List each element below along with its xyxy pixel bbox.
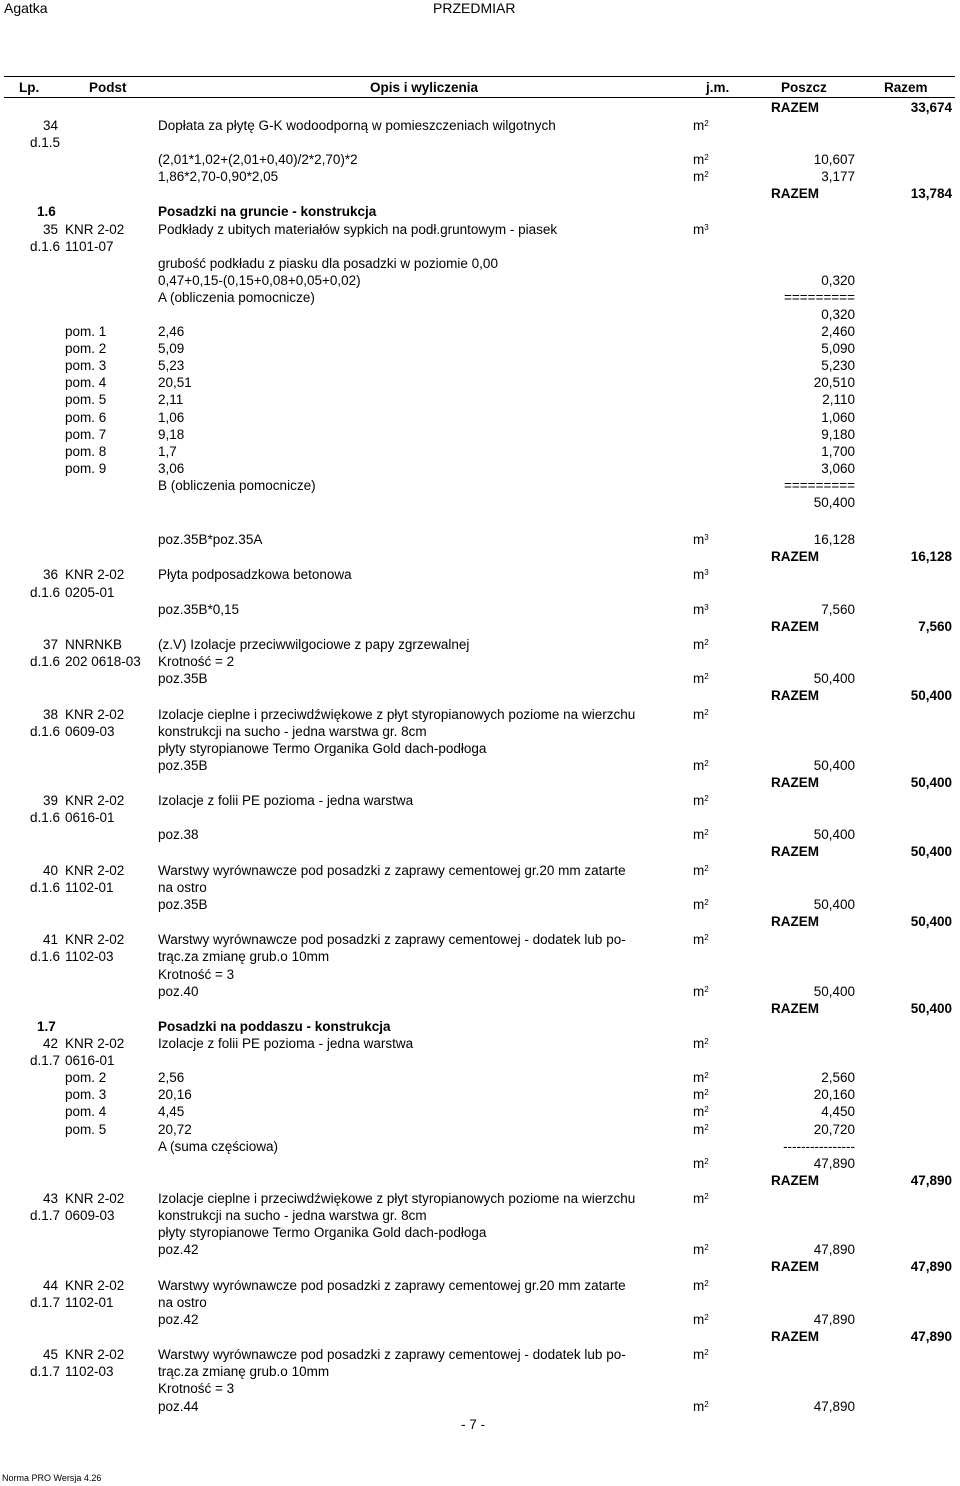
item-number: d.1.6 xyxy=(30,584,61,600)
item-number: 37 xyxy=(42,637,58,652)
room-label: pom. 2 xyxy=(65,1070,107,1086)
partial-value: 20,720 xyxy=(813,1121,855,1137)
room-label: pom. 6 xyxy=(65,409,107,425)
item-number: d.1.6 xyxy=(30,238,61,254)
item-number: 40 xyxy=(42,862,58,878)
description: poz.44 xyxy=(158,1398,199,1414)
column-header-opis: Opis i wyliczenia xyxy=(370,80,479,95)
description: 1,7 xyxy=(158,443,177,459)
description: 5,09 xyxy=(158,341,185,357)
description: Podkłady z ubitych materiałów sypkich na podł.gruntowym - piasek xyxy=(158,221,558,237)
description: konstrukcji na sucho - jedna warstwa gr. 8cm xyxy=(158,723,427,739)
partial-value: 47,890 xyxy=(813,1398,855,1414)
item-number: 36 xyxy=(42,567,58,583)
item-number: 34 xyxy=(42,117,58,133)
item-number: d.1.6 xyxy=(30,654,61,670)
unit: $m^2$ xyxy=(693,827,709,843)
item-number: 41 xyxy=(42,932,58,948)
partial-value: 5,090 xyxy=(821,341,855,357)
description: poz.42 xyxy=(158,1311,199,1327)
description: poz.35B xyxy=(158,757,208,773)
room-label: pom. 9 xyxy=(65,460,107,476)
room-label: pom. 7 xyxy=(65,426,107,442)
total-value: 50,400 xyxy=(910,774,952,790)
description: Krotność = 3 xyxy=(158,966,235,982)
description: 3,06 xyxy=(158,460,185,476)
description: 2,11 xyxy=(158,392,184,408)
unit: $m^2$ xyxy=(693,169,709,185)
total-value: 50,400 xyxy=(910,688,952,704)
unit: $m^2$ xyxy=(693,932,709,948)
description: Izolacje z folii PE pozioma - jedna warstwa xyxy=(158,793,414,809)
basis-code: KNR 2-02 xyxy=(65,706,125,722)
total-value: 47,890 xyxy=(910,1329,952,1344)
unit: $m^2$ xyxy=(693,1087,709,1103)
item-number: 35 xyxy=(42,221,58,237)
room-label: pom. 4 xyxy=(65,375,107,391)
room-label: pom. 4 xyxy=(65,1104,107,1120)
description: płyty styropianowe Termo Organika Gold dach-podłoga xyxy=(158,740,487,756)
description: Warstwy wyrównawcze pod posadzki z zaprawy cementowej - dodatek lub po- xyxy=(158,932,626,948)
partial-value: 1,060 xyxy=(821,409,855,425)
description: Posadzki na poddaszu - konstrukcja xyxy=(158,1018,391,1034)
basis-code: 0616-01 xyxy=(65,810,115,826)
partial-value: 50,400 xyxy=(813,983,855,999)
description: Warstwy wyrównawcze pod posadzki z zaprawy cementowej gr.20 mm zatarte xyxy=(158,1277,626,1293)
unit: $m^2$ xyxy=(693,117,709,133)
room-label: pom. 1 xyxy=(65,324,107,340)
item-number: 39 xyxy=(42,793,58,809)
item-number: d.1.5 xyxy=(30,134,61,150)
description: Warstwy wyrównawcze pod posadzki z zaprawy cementowej - dodatek lub po- xyxy=(158,1347,626,1363)
partial-value: 16,128 xyxy=(813,532,855,548)
total-label: RAZEM xyxy=(771,99,819,115)
partial-value: ---------------- xyxy=(783,1138,855,1154)
item-number: d.1.7 xyxy=(30,1208,61,1224)
description: na ostro xyxy=(158,1294,207,1310)
total-value: 7,560 xyxy=(918,618,952,634)
item-number: 1.6 xyxy=(37,204,56,220)
column-header-podst: Podst xyxy=(89,80,127,95)
software-version: Norma PRO Wersja 4.26 xyxy=(2,1473,102,1483)
unit: $m^3$ xyxy=(693,601,709,617)
partial-value: 20,160 xyxy=(813,1087,855,1103)
total-label: RAZEM xyxy=(771,549,819,565)
document-owner: Agatka xyxy=(4,0,48,16)
partial-value: 50,400 xyxy=(813,757,855,773)
description: konstrukcji na sucho - jedna warstwa gr. 8cm xyxy=(158,1208,427,1224)
total-value: 33,674 xyxy=(910,99,952,115)
partial-value: 3,060 xyxy=(821,460,855,476)
basis-code: 202 0618-03 xyxy=(65,654,141,670)
room-label: pom. 5 xyxy=(65,1121,107,1137)
basis-code: 1102-01 xyxy=(65,1294,114,1310)
basis-code: 1102-03 xyxy=(65,1364,114,1380)
unit: $m^2$ xyxy=(693,637,709,652)
basis-code: KNR 2-02 xyxy=(65,1347,125,1363)
item-number: 1.7 xyxy=(37,1018,56,1034)
total-value: 13,784 xyxy=(910,186,952,202)
description: Krotność = 3 xyxy=(158,1381,235,1397)
room-label: pom. 2 xyxy=(65,341,107,357)
column-header-lp: Lp. xyxy=(19,80,40,95)
description: A (obliczenia pomocnicze) xyxy=(158,289,315,305)
basis-code: KNR 2-02 xyxy=(65,1277,125,1293)
page-number: - 7 - xyxy=(461,1417,486,1432)
partial-value: 7,560 xyxy=(821,601,855,617)
unit: $m^2$ xyxy=(693,151,709,167)
unit: $m^2$ xyxy=(693,1036,709,1052)
room-label: pom. 5 xyxy=(65,392,107,408)
unit: $m^2$ xyxy=(693,793,709,809)
description: Izolacje z folii PE pozioma - jedna warstwa xyxy=(158,1036,414,1052)
unit: $m^2$ xyxy=(693,671,709,687)
description: Posadzki na gruncie - konstrukcja xyxy=(158,204,377,220)
description: trąc.za zmianę grub.o 10mm xyxy=(158,949,330,965)
partial-value: 2,460 xyxy=(821,324,855,340)
total-label: RAZEM xyxy=(771,914,819,930)
partial-value: 50,400 xyxy=(813,827,855,843)
total-label: RAZEM xyxy=(771,688,819,704)
total-label: RAZEM xyxy=(771,1259,819,1275)
description: Warstwy wyrównawcze pod posadzki z zaprawy cementowej gr.20 mm zatarte xyxy=(158,862,626,878)
partial-value: ========= xyxy=(784,289,855,305)
description: Dopłata za płytę G-K wodoodporną w pomieszczeniach wilgotnych xyxy=(158,117,556,133)
description: 20,72 xyxy=(158,1121,192,1137)
partial-value: 50,400 xyxy=(813,896,855,912)
description: B (obliczenia pomocnicze) xyxy=(158,477,316,493)
table-header-border xyxy=(4,97,955,98)
unit: $m^3$ xyxy=(693,532,709,548)
total-value: 50,400 xyxy=(910,1000,952,1016)
description: 2,46 xyxy=(158,324,185,340)
unit: $m^2$ xyxy=(693,1311,709,1327)
unit: $m^2$ xyxy=(693,1070,709,1086)
partial-value: 50,400 xyxy=(813,671,855,687)
basis-code: 0205-01 xyxy=(65,584,115,600)
partial-value: ========= xyxy=(784,477,855,493)
unit: $m^2$ xyxy=(693,1277,709,1293)
unit: $m^2$ xyxy=(693,862,709,878)
unit: $m^2$ xyxy=(693,1242,709,1258)
description: poz.38 xyxy=(158,827,199,843)
description: poz.35B xyxy=(158,896,208,912)
total-value: 47,890 xyxy=(910,1259,952,1275)
item-number: 45 xyxy=(42,1347,58,1363)
partial-value: 2,110 xyxy=(822,392,855,408)
partial-value: 2,560 xyxy=(821,1070,855,1086)
room-label: pom. 8 xyxy=(65,443,107,459)
unit: $m^3$ xyxy=(693,567,709,583)
unit: $m^2$ xyxy=(693,1155,709,1171)
total-value: 50,400 xyxy=(910,844,952,860)
partial-value: 1,700 xyxy=(821,443,855,459)
unit: $m^2$ xyxy=(693,1347,709,1363)
unit: $m^2$ xyxy=(693,706,709,722)
description: poz.40 xyxy=(158,983,199,999)
description: 0,47+0,15-(0,15+0,08+0,05+0,02) xyxy=(158,272,361,288)
partial-value: 0,320 xyxy=(821,272,855,288)
description: Krotność = 2 xyxy=(158,654,235,670)
room-label: pom. 3 xyxy=(65,358,107,374)
partial-value: 47,890 xyxy=(813,1242,855,1258)
room-label: pom. 3 xyxy=(65,1087,107,1103)
item-number: 44 xyxy=(42,1277,58,1293)
item-number: d.1.6 xyxy=(30,810,61,826)
description: poz.35B*poz.35A xyxy=(158,532,263,548)
basis-code: 1102-03 xyxy=(65,949,114,965)
item-number: 38 xyxy=(42,706,58,722)
description: Izolacje cieplne i przeciwdźwiękowe z płyt styropianowych poziome na wierzchu xyxy=(158,706,636,722)
basis-code: 0616-01 xyxy=(65,1053,115,1069)
partial-value: 47,890 xyxy=(813,1155,855,1171)
partial-value: 0,320 xyxy=(821,306,855,322)
description: Płyta podposadzkowa betonowa xyxy=(158,567,352,583)
total-value: 47,890 xyxy=(910,1172,952,1188)
column-header-jm: j.m. xyxy=(706,80,730,95)
item-number: 43 xyxy=(42,1191,58,1207)
basis-code: 0609-03 xyxy=(65,1208,115,1224)
basis-code: KNR 2-02 xyxy=(65,862,125,878)
item-number: d.1.6 xyxy=(30,879,61,895)
unit: $m^2$ xyxy=(693,983,709,999)
item-number: d.1.7 xyxy=(30,1364,61,1380)
basis-code: 1102-01 xyxy=(65,879,114,895)
total-label: RAZEM xyxy=(771,1329,819,1344)
unit: $m^3$ xyxy=(693,221,709,237)
basis-code: 0609-03 xyxy=(65,723,115,739)
item-number: d.1.7 xyxy=(30,1053,61,1069)
description: poz.35B*0,15 xyxy=(158,601,240,617)
unit: $m^2$ xyxy=(693,757,709,773)
description: 5,23 xyxy=(158,358,185,374)
total-label: RAZEM xyxy=(771,844,819,860)
item-number: 42 xyxy=(42,1036,58,1052)
partial-value: 9,180 xyxy=(821,426,855,442)
description: 20,51 xyxy=(158,375,192,391)
description: trąc.za zmianę grub.o 10mm xyxy=(158,1364,330,1380)
basis-code: KNR 2-02 xyxy=(65,932,125,948)
description: Izolacje cieplne i przeciwdźwiękowe z płyt styropianowych poziome na wierzchu xyxy=(158,1191,636,1207)
partial-value: 50,400 xyxy=(813,494,855,510)
basis-code: KNR 2-02 xyxy=(65,1191,125,1207)
table-top-border xyxy=(4,76,955,77)
total-value: 50,400 xyxy=(910,914,952,930)
partial-value: 3,177 xyxy=(821,169,855,185)
item-number: d.1.6 xyxy=(30,723,61,739)
partial-value: 47,890 xyxy=(813,1311,855,1327)
unit: $m^2$ xyxy=(693,1398,709,1414)
partial-value: 4,450 xyxy=(821,1104,855,1120)
partial-value: 20,510 xyxy=(813,375,855,391)
description: (2,01*1,02+(2,01+0,40)/2*2,70)*2 xyxy=(158,151,358,167)
description: grubość podkładu z piasku dla posadzki w poziomie 0,00 xyxy=(158,255,498,271)
description: 20,16 xyxy=(158,1087,192,1103)
total-label: RAZEM xyxy=(771,1000,819,1016)
column-header-poszcz: Poszcz xyxy=(781,80,827,95)
basis-code: KNR 2-02 xyxy=(65,1036,125,1052)
description: na ostro xyxy=(158,879,207,895)
description: płyty styropianowe Termo Organika Gold dach-podłoga xyxy=(158,1225,487,1241)
description: A (suma częściowa) xyxy=(158,1138,279,1154)
description: 4,45 xyxy=(158,1104,185,1120)
item-number: d.1.6 xyxy=(30,949,61,965)
description: 9,18 xyxy=(158,426,185,442)
document-title: PRZEDMIAR xyxy=(433,0,516,16)
column-header-razem: Razem xyxy=(884,80,928,95)
total-label: RAZEM xyxy=(771,618,819,634)
total-value: 16,128 xyxy=(910,549,952,565)
basis-code: 1101-07 xyxy=(65,238,114,254)
unit: $m^2$ xyxy=(693,1191,709,1207)
description: 1,86*2,70-0,90*2,05 xyxy=(158,169,279,185)
total-label: RAZEM xyxy=(771,1172,819,1188)
partial-value: 5,230 xyxy=(821,358,855,374)
description: 1,06 xyxy=(158,409,185,425)
basis-code: NNRNKB xyxy=(65,637,123,652)
basis-code: KNR 2-02 xyxy=(65,221,125,237)
partial-value: 10,607 xyxy=(813,151,855,167)
item-number: d.1.7 xyxy=(30,1294,61,1310)
description: (z.V) Izolacje przeciwwilgociowe z papy zgrzewalnej xyxy=(158,637,470,652)
unit: $m^2$ xyxy=(693,1104,709,1120)
basis-code: KNR 2-02 xyxy=(65,793,125,809)
basis-code: KNR 2-02 xyxy=(65,567,125,583)
description: 2,56 xyxy=(158,1070,185,1086)
unit: $m^2$ xyxy=(693,896,709,912)
total-label: RAZEM xyxy=(771,774,819,790)
total-label: RAZEM xyxy=(771,186,819,202)
unit: $m^2$ xyxy=(693,1121,709,1137)
description: poz.35B xyxy=(158,671,208,687)
description: poz.42 xyxy=(158,1242,199,1258)
